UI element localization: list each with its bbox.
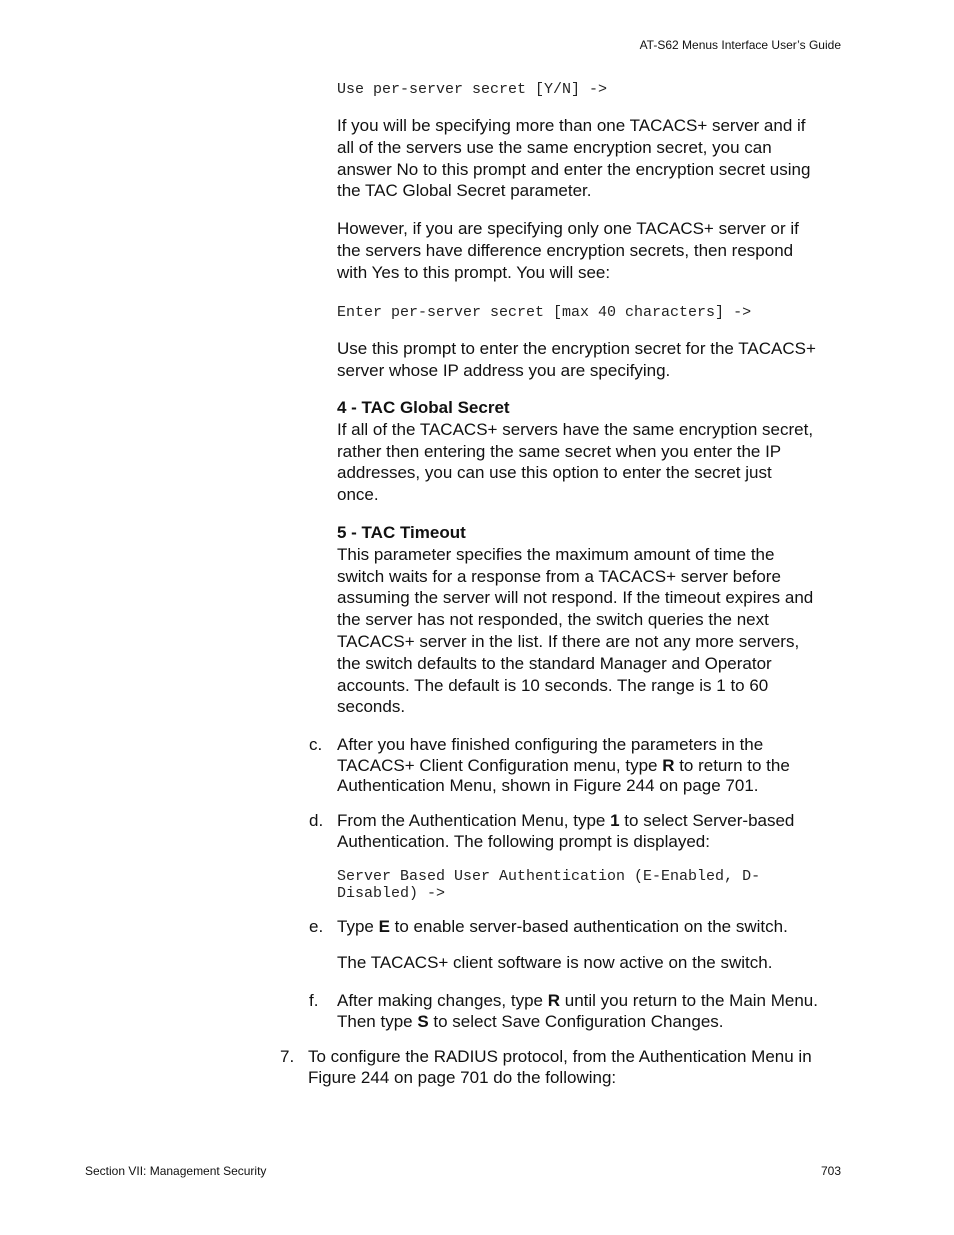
code-prompt-server-auth-line2: Disabled) -> xyxy=(337,885,446,902)
step-f-letter: f. xyxy=(309,991,319,1010)
step-c-key: R xyxy=(662,755,675,775)
section-timeout xyxy=(337,522,817,718)
step-c-letter: c. xyxy=(309,735,323,754)
text-global-secret: If all of the TACACS+ servers have the same encryption secret, rather then entering the same secret when you enter the IP addresses, you can use this option to enter the secret just once. xyxy=(337,419,814,505)
step-d-letter: d. xyxy=(309,811,324,830)
code-prompt-per-server-secret: Use per-server secret [Y/N] -> xyxy=(337,81,608,98)
running-header: AT-S62 Menus Interface User’s Guide xyxy=(639,38,841,52)
step-d-text xyxy=(337,811,817,852)
step-e-key: E xyxy=(378,917,390,936)
step-f-key2: S xyxy=(417,1011,429,1031)
step-f-key: R xyxy=(547,991,561,1010)
step-7-text: To configure the RADIUS protocol, from the Authentication Menu in Figure 244 on page 701 do the following: xyxy=(308,1047,812,1087)
step-e-letter: e. xyxy=(309,917,324,936)
step-f-text-middle: until you return to the Main Menu. Then type xyxy=(337,991,818,1031)
paragraph-secret-use: Use this prompt to enter the encryption secret for the TACACS+ server whose IP address you are specifying. xyxy=(337,339,816,380)
footer-section: Section VII: Management Security xyxy=(85,1164,267,1178)
step-c-text-after: to return to the Authentication Menu, shown in Figure 244 on page 701. xyxy=(337,755,790,795)
step-c-text xyxy=(337,735,817,797)
step-f-text-before: After making changes, type xyxy=(337,991,548,1010)
footer-page-number: 703 xyxy=(820,1164,841,1178)
code-prompt-server-auth-line1: Server Based User Authentication (E-Enabled, D- xyxy=(337,868,761,885)
heading-global-secret: 4 - TAC Global Secret xyxy=(337,398,510,417)
step-e-text-after: to enable server-based authentication on the switch. xyxy=(389,917,788,936)
text-timeout: This parameter specifies the maximum amount of time the switch waits for a response from a TACACS+ server before assuming the server will not respond. If the timeout expires and the server has not responded, the switch queries the next TACACS+ server in the list. If there are not any more servers, the switch defaults to the standard Manager and Operator accounts. The default is 10 seconds. The range is 1 to 60 seconds. xyxy=(337,544,814,717)
step-d-text-after: to select Server-based Authentication. The following prompt is displayed: xyxy=(337,811,795,851)
step-e-text-before: Type xyxy=(337,917,379,936)
paragraph-yes-answer: However, if you are specifying only one TACACS+ server or if the servers have difference encryption secrets, then respond with Yes to this prompt. You will see: xyxy=(337,219,799,282)
step-c-text-before: After you have finished configuring the parameters in the TACACS+ Client Configuration menu, type xyxy=(337,735,764,775)
step-f-text-after: to select Save Configuration Changes. xyxy=(428,1011,724,1031)
step-e-text xyxy=(337,917,842,938)
section-global-secret xyxy=(337,397,817,506)
paragraph-no-answer: If you will be specifying more than one TACACS+ server and if all of the servers use the same encryption secret, you can answer No to this prompt and enter the encryption secret using the TAC Global Secret parameter. xyxy=(337,116,811,201)
step-f-text xyxy=(337,991,842,1032)
code-prompt-server-auth xyxy=(337,868,760,902)
step-d-text-before: From the Authentication Menu, type xyxy=(337,811,611,830)
code-prompt-enter-secret: Enter per-server secret [max 40 characters] -> xyxy=(337,304,752,321)
step-7-number: 7. xyxy=(280,1047,295,1066)
step-e-note: The TACACS+ client software is now active on the switch. xyxy=(337,953,773,972)
heading-timeout: 5 - TAC Timeout xyxy=(337,523,466,542)
step-d-key: 1 xyxy=(610,811,620,830)
